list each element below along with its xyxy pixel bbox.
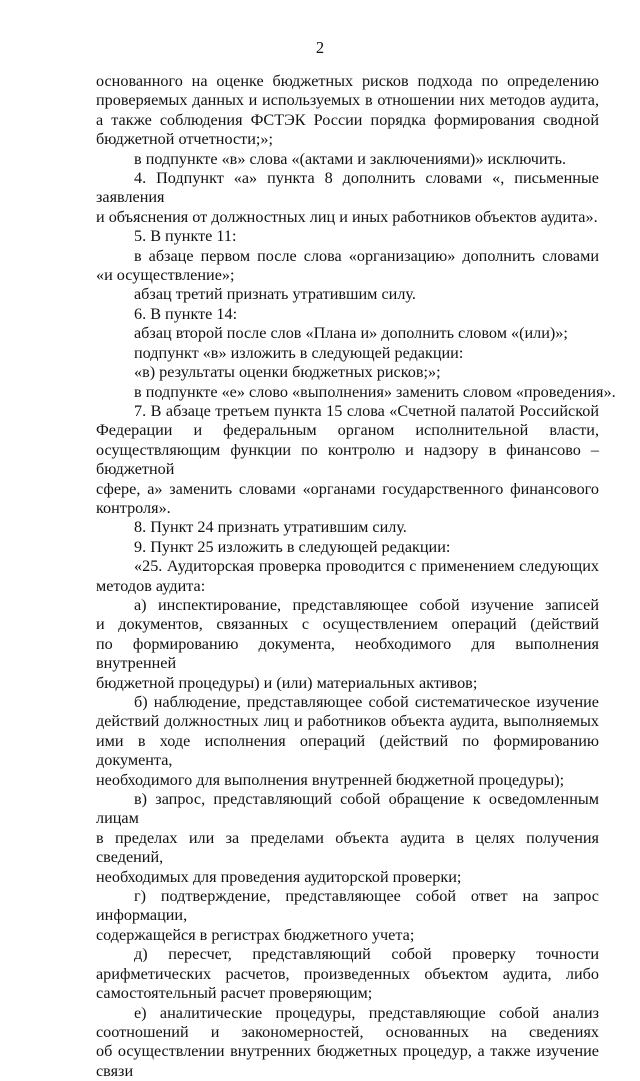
text-line: ими в ходе исполнения операций (действий по формированию документа,	[96, 732, 599, 771]
text-line: методов аудита:	[96, 577, 599, 596]
paragraph	[96, 538, 599, 557]
paragraph	[96, 247, 599, 286]
text-line: 6. В пункте 14:	[96, 305, 599, 324]
paragraph	[96, 1004, 599, 1081]
paragraph	[96, 402, 599, 518]
text-line: основанного на оценке бюджетных рисков подхода по определению	[96, 72, 599, 91]
paragraph	[96, 693, 599, 790]
text-line: а также соблюдения ФСТЭК России порядка формирования сводной	[96, 111, 599, 130]
text-line: по формированию документа, необходимого для выполнения внутренней	[96, 635, 599, 674]
text-line: в пределах или за пределами объекта аудита в целях получения сведений,	[96, 829, 599, 868]
paragraph	[96, 324, 599, 343]
text-line: «и осуществление»;	[96, 266, 599, 285]
text-line: бюджетной процедуры) и (или) материальных активов;	[96, 674, 599, 693]
text-line: осуществляющим функции по контролю и надзору в финансово – бюджетной	[96, 441, 599, 480]
text-line: а) инспектирование, представляющее собой изучение записей	[96, 596, 599, 615]
text-line: в) запрос, представляющий собой обращение к осведомленным лицам	[96, 790, 599, 829]
text-line: необходимых для проведения аудиторской проверки;	[96, 868, 599, 887]
text-line: содержащейся в регистрах бюджетного учета;	[96, 926, 599, 945]
page-number: 2	[0, 38, 640, 57]
text-line: бюджетной отчетности;»;	[96, 130, 599, 149]
paragraph	[96, 169, 599, 227]
paragraph	[96, 305, 599, 324]
paragraph	[96, 383, 599, 402]
text-line: д) пересчет, представляющий собой проверку точности	[96, 945, 599, 964]
paragraph	[96, 344, 599, 363]
paragraph	[96, 790, 599, 887]
text-line: контроля».	[96, 499, 599, 518]
paragraph	[96, 285, 599, 304]
text-line: об осуществлении внутренних бюджетных процедур, а также изучение связи	[96, 1042, 599, 1081]
paragraph	[96, 72, 599, 150]
text-line: необходимого для выполнения внутренней бюджетной процедуры);	[96, 771, 599, 790]
text-line: б) наблюдение, представляющее собой систематическое изучение	[96, 693, 599, 712]
text-line: и объяснения от должностных лиц и иных работников объектов аудита».	[96, 208, 599, 227]
text-line: подпункт «в» изложить в следующей редакции:	[96, 344, 599, 363]
text-line: в подпункте «е» слово «выполнения» заменить словом «проведения».	[96, 383, 599, 402]
paragraph	[96, 596, 599, 693]
text-line: арифметических расчетов, произведенных объектом аудита, либо	[96, 965, 599, 984]
text-line: проверяемых данных и используемых в отношении них методов аудита,	[96, 91, 599, 110]
text-line: в подпункте «в» слова «(актами и заключениями)» исключить.	[96, 150, 599, 169]
text-line: соотношений и закономерностей, основанных на сведениях	[96, 1023, 599, 1042]
text-line: Федерации и федеральным органом исполнительной власти,	[96, 421, 599, 440]
text-line: 9. Пункт 25 изложить в следующей редакции:	[96, 538, 599, 557]
text-line: 4. Подпункт «а» пункта 8 дополнить словами «, письменные заявления	[96, 169, 599, 208]
text-line: в абзаце первом после слова «организацию» дополнить словами	[96, 247, 599, 266]
text-line: 5. В пункте 11:	[96, 227, 599, 246]
paragraph	[96, 227, 599, 246]
text-line: е) аналитические процедуры, представляющие собой анализ	[96, 1004, 599, 1023]
text-line: 8. Пункт 24 признать утратившим силу.	[96, 518, 599, 537]
paragraph	[96, 363, 599, 382]
text-line: самостоятельный расчет проверяющим;	[96, 984, 599, 1003]
text-line: г) подтверждение, представляющее собой ответ на запрос информации,	[96, 887, 599, 926]
paragraph	[96, 945, 599, 1003]
text-line: 7. В абзаце третьем пункта 15 слова «Счетной палатой Российской	[96, 402, 599, 421]
paragraph	[96, 150, 599, 169]
paragraph	[96, 887, 599, 945]
text-line: «в) результаты оценки бюджетных рисков;»;	[96, 363, 599, 382]
text-line: абзац второй после слов «Плана и» дополнить словом «(или)»;	[96, 324, 599, 343]
text-line: сфере, а» заменить словами «органами государственного финансового	[96, 480, 599, 499]
text-line: действий должностных лиц и работников объекта аудита, выполняемых	[96, 712, 599, 731]
text-line: «25. Аудиторская проверка проводится с применением следующих	[96, 557, 599, 576]
text-line: и документов, связанных с осуществлением операций (действий	[96, 615, 599, 634]
document-body	[96, 72, 599, 1081]
text-line: абзац третий признать утратившим силу.	[96, 285, 599, 304]
paragraph	[96, 557, 599, 596]
paragraph	[96, 518, 599, 537]
